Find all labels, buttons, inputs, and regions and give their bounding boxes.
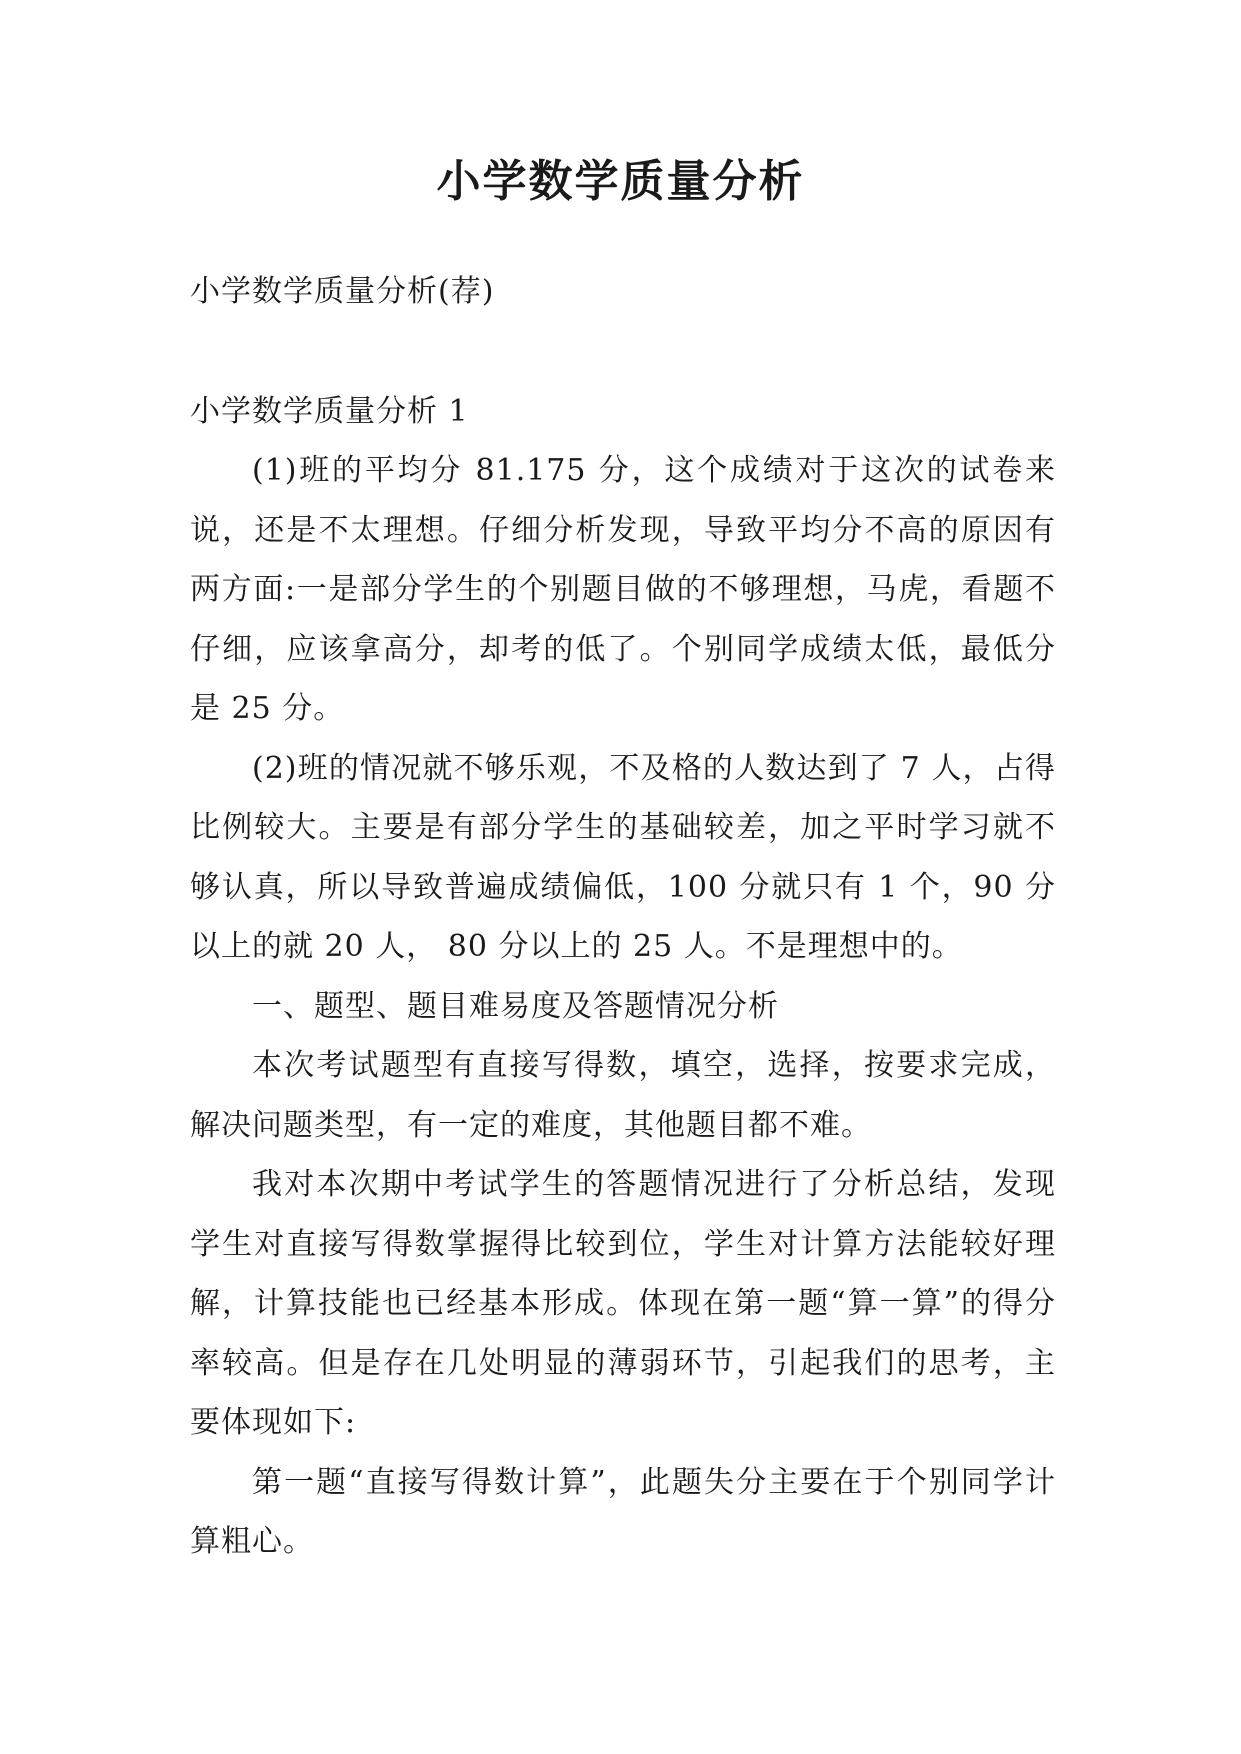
- document-body: [190, 262, 1056, 1572]
- paragraph-class1-scores: (1)班的平均分 81.175 分，这个成绩对于这次的试卷来说，还是不太理想。仔细分析发现，导致平均分不高的原因有两方面:一是部分学生的个别题目做的不够理想，马虎，看题不仔细，应该拿高分，却考的低了。个别同学成绩太低，最低分是 25 分。: [190, 453, 1056, 726]
- document-subtitle: 小学数学质量分析(荐): [190, 274, 495, 309]
- paragraph-section-one-heading: 一、题型、题目难易度及答题情况分析: [252, 988, 779, 1024]
- paragraph-class2-scores: (2)班的情况就不够乐观，不及格的人数达到了 7 人，占得比例较大。主要是有部分学生的基础较差，加之平时学习就不够认真，所以导致普遍成绩偏低，100 分就只有 1 个，90 分以上的就 20 人， 80 分以上的 25 人。不是理想中的。: [190, 750, 1056, 964]
- paragraph-question-types: 本次考试题型有直接写得数，填空，选择，按要求完成，解决问题类型，有一定的难度，其他题目都不难。: [190, 1048, 1056, 1143]
- paragraph-answer-analysis: 我对本次期中考试学生的答题情况进行了分析总结，发现学生对直接写得数掌握得比较到位，学生对计算方法能较好理解，计算技能也已经基本形成。体现在第一题“算一算”的得分率较高。但是存在几处明显的薄弱环节，引起我们的思考，主要体现如下:: [190, 1167, 1056, 1440]
- document-title: 小学数学质量分析: [436, 156, 805, 207]
- section-heading: 小学数学质量分析 1: [190, 393, 469, 429]
- paragraph-question-one: 第一题“直接写得数计算”，此题失分主要在于个别同学计算粗心。: [190, 1464, 1056, 1559]
